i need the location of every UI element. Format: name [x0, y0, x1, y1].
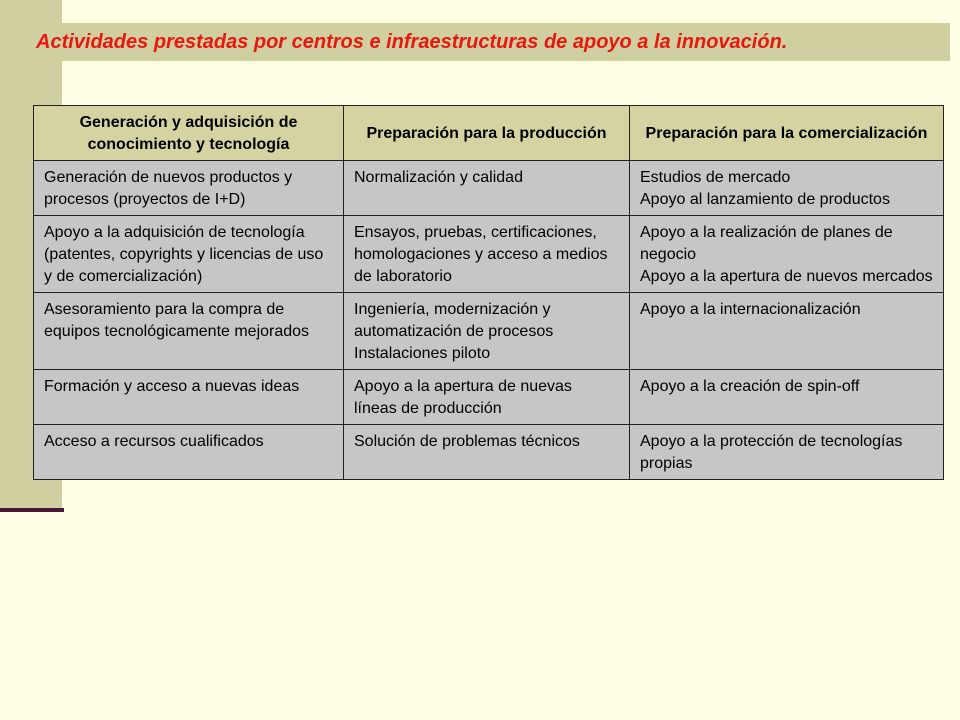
- table-cell: [630, 216, 944, 293]
- table-row: [34, 425, 944, 480]
- table-cell: Apoyo a la creación de spin-off: [630, 370, 944, 425]
- table-cell: Apoyo a la internacionalización: [630, 293, 944, 370]
- table-row: [34, 161, 944, 216]
- cell-line: Instalaciones piloto: [354, 345, 491, 362]
- page-title: Actividades prestadas por centros e infraestructuras de apoyo a la innovación.: [36, 31, 788, 53]
- table-row: [34, 216, 944, 293]
- cell-line: Apoyo a la realización de planes de negocio: [640, 224, 893, 263]
- cell-line: Ingeniería, modernización y automatización de procesos: [354, 301, 554, 340]
- table-cell: [630, 161, 944, 216]
- table-header-row: [34, 106, 944, 161]
- cell-line: Apoyo al lanzamiento de productos: [640, 191, 890, 208]
- table-cell: Apoyo a la protección de tecnologías propias: [630, 425, 944, 480]
- table-cell: Acceso a recursos cualificados: [34, 425, 344, 480]
- left-decorative-line: [0, 508, 64, 512]
- cell-line: Apoyo a la apertura de nuevos mercados: [640, 268, 933, 285]
- table-cell: [344, 293, 630, 370]
- table-cell: Ensayos, pruebas, certificaciones, homologaciones y acceso a medios de laboratorio: [344, 216, 630, 293]
- table-row: [34, 293, 944, 370]
- table-cell: Generación de nuevos productos y procesos (proyectos de I+D): [34, 161, 344, 216]
- table-cell: Solución de problemas técnicos: [344, 425, 630, 480]
- header-production-preparation: Preparación para la producción: [344, 106, 630, 161]
- table-cell: Asesoramiento para la compra de equipos tecnológicamente mejorados: [34, 293, 344, 370]
- header-commercialization-preparation: Preparación para la comercialización: [630, 106, 944, 161]
- activities-table: [33, 105, 944, 480]
- table-cell: Formación y acceso a nuevas ideas: [34, 370, 344, 425]
- table-row: [34, 370, 944, 425]
- header-knowledge-generation: Generación y adquisición de conocimiento y tecnología: [34, 106, 344, 161]
- table-cell: Apoyo a la apertura de nuevas líneas de producción: [344, 370, 630, 425]
- table-cell: Apoyo a la adquisición de tecnología (patentes, copyrights y licencias de uso y de comercialización): [34, 216, 344, 293]
- cell-line: Estudios de mercado: [640, 169, 791, 186]
- table-cell: Normalización y calidad: [344, 161, 630, 216]
